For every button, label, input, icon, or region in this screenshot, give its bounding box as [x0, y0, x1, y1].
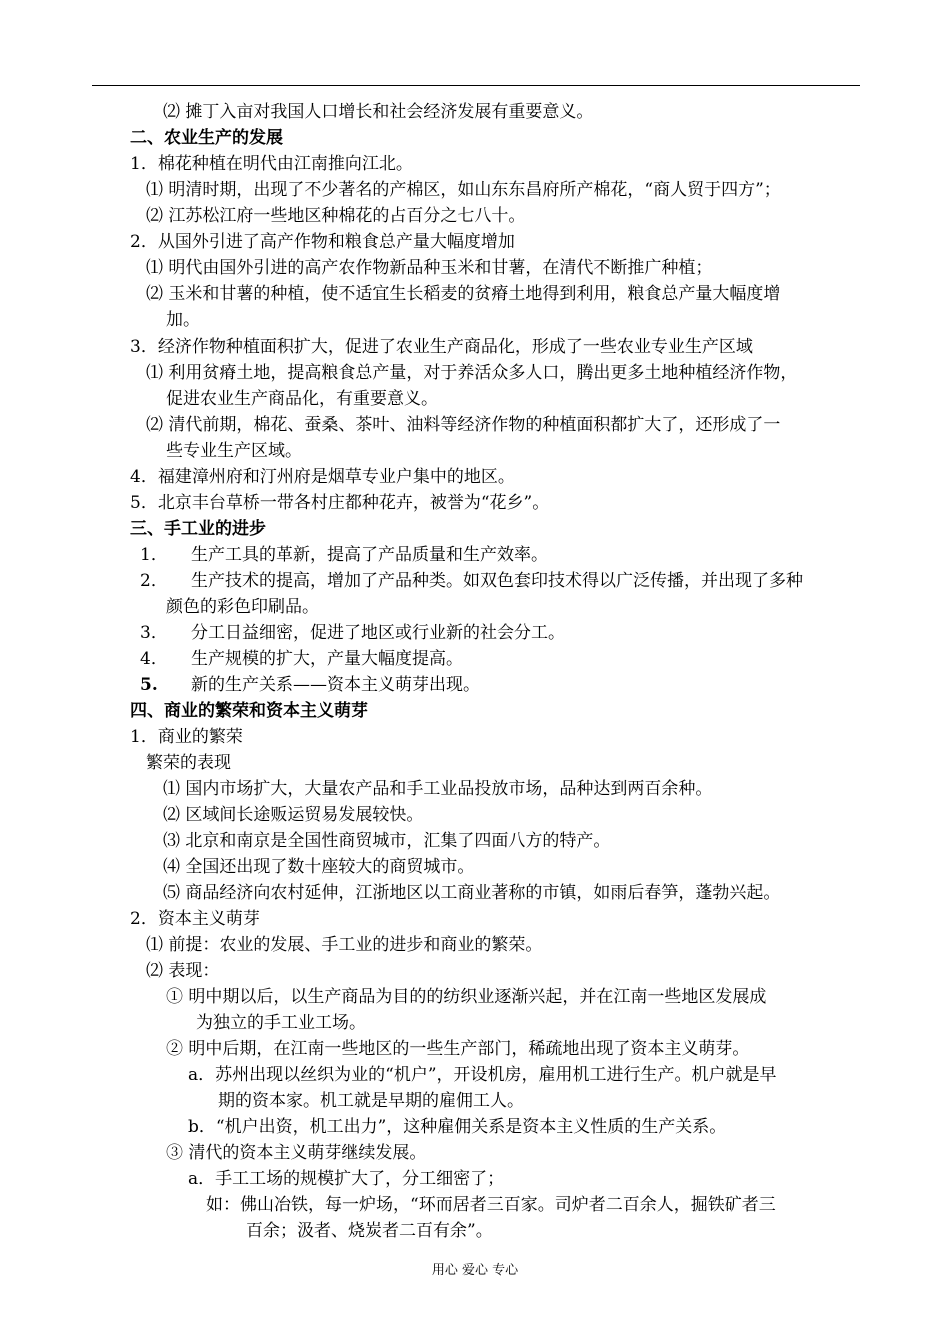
list-number: 4． [140, 649, 168, 669]
text-line: 2．资本主义萌芽 [130, 909, 260, 929]
text-line: 生产技术的提高，增加了产品种类。如双色套印技术得以广泛传播，并出现了多种 [191, 571, 803, 591]
text-line: 1．商业的繁荣 [130, 727, 243, 747]
text-line: ⑴ 利用贫瘠土地，提高粮食总产量，对于养活众多人口，腾出更多土地种植经济作物， [146, 363, 798, 383]
text-line: 些专业生产区域。 [166, 441, 302, 461]
text-line: ⑵ 江苏松江府一些地区种棉花的占百分之七八十。 [146, 206, 526, 226]
text-line: 新的生产关系——资本主义萌芽出现。 [191, 675, 480, 695]
text-line: ⑷ 全国还出现了数十座较大的商贸城市。 [163, 857, 475, 877]
text-line: 1．棉花种植在明代由江南推向江北。 [130, 154, 413, 174]
text-line: 分工日益细密，促进了地区或行业新的社会分工。 [191, 623, 565, 643]
list-number: 2． [140, 571, 168, 591]
section-heading: 四、商业的繁荣和资本主义萌芽 [130, 701, 368, 721]
text-line: 5．北京丰台草桥一带各村庄都种花卉，被誉为“花乡”。 [130, 493, 550, 513]
text-line: 生产工具的革新，提高了产品质量和生产效率。 [191, 545, 548, 565]
text-line: ⑵ 玉米和甘薯的种植，使不适宜生长稻麦的贫瘠土地得到利用，粮食总产量大幅度增 [146, 284, 781, 304]
text-line: ⑸ 商品经济向农村延伸，江浙地区以工商业著称的市镇，如雨后春笋，蓬勃兴起。 [163, 883, 781, 903]
text-line: 促进农业生产商品化，有重要意义。 [166, 389, 438, 409]
section-heading: 二、农业生产的发展 [130, 128, 283, 148]
text-line: ② 明中后期，在江南一些地区的一些生产部门，稀疏地出现了资本主义萌芽。 [166, 1039, 750, 1059]
text-line: 2．从国外引进了高产作物和粮食总产量大幅度增加 [130, 232, 515, 252]
list-number: 3． [140, 623, 168, 643]
text-line: 加。 [166, 310, 200, 330]
text-line: a．手工工场的规模扩大了，分工细密了； [188, 1169, 505, 1189]
text-line: ① 明中期以后，以生产商品为目的的纺织业逐渐兴起，并在江南一些地区发展成 [166, 987, 767, 1007]
text-line: ⑴ 国内市场扩大，大量农产品和手工业品投放市场，品种达到两百余种。 [163, 779, 713, 799]
text-line: 繁荣的表现 [146, 753, 231, 773]
header-rule [92, 85, 860, 86]
text-line: ⑵ 表现： [146, 961, 220, 981]
text-line: ⑴ 明清时期，出现了不少著名的产棉区，如山东东昌府所产棉花，“商人贸于四方”； [146, 180, 781, 200]
text-line: 期的资本家。机工就是早期的雇佣工人。 [218, 1091, 524, 1111]
text-line: ⑵ 区域间长途贩运贸易发展较快。 [163, 805, 424, 825]
text-line: 百余；汲者、烧炭者二百有余”。 [246, 1221, 493, 1241]
text-line: b．“机户出资，机工出力”，这种雇佣关系是资本主义性质的生产关系。 [188, 1117, 727, 1137]
text-line: 3．经济作物种植面积扩大，促进了农业生产商品化，形成了一些农业专业生产区域 [130, 337, 753, 357]
section-heading: 三、手工业的进步 [130, 519, 266, 539]
text-line: ⑶ 北京和南京是全国性商贸城市，汇集了四面八方的特产。 [163, 831, 611, 851]
text-line: ⑴ 前提：农业的发展、手工业的进步和商业的繁荣。 [146, 935, 543, 955]
text-line: 4．福建漳州府和汀州府是烟草专业户集中的地区。 [130, 467, 515, 487]
list-number: 1． [140, 545, 168, 565]
text-line: 颜色的彩色印刷品。 [166, 597, 319, 617]
text-line: 如：佛山冶铁，每一炉场，“环而居者三百家。司炉者二百余人，掘铁矿者三 [206, 1195, 776, 1215]
text-line: ③ 清代的资本主义萌芽继续发展。 [166, 1143, 427, 1163]
text-line: 为独立的手工业工场。 [196, 1013, 366, 1033]
text-line: 生产规模的扩大，产量大幅度提高。 [191, 649, 463, 669]
page-footer: 用心 爱心 专心 [431, 1263, 519, 1278]
text-line: a．苏州出现以丝织为业的“机户”，开设机房，雇用机工进行生产。机户就是早 [188, 1065, 777, 1085]
list-number: 5. [140, 675, 158, 695]
text-line: ⑴ 明代由国外引进的高产农作物新品种玉米和甘薯，在清代不断推广种植； [146, 258, 713, 278]
text-line: ⑵ 清代前期，棉花、蚕桑、茶叶、油料等经济作物的种植面积都扩大了，还形成了一 [146, 415, 781, 435]
text-line: ⑵ 摊丁入亩对我国人口增长和社会经济发展有重要意义。 [163, 102, 594, 122]
